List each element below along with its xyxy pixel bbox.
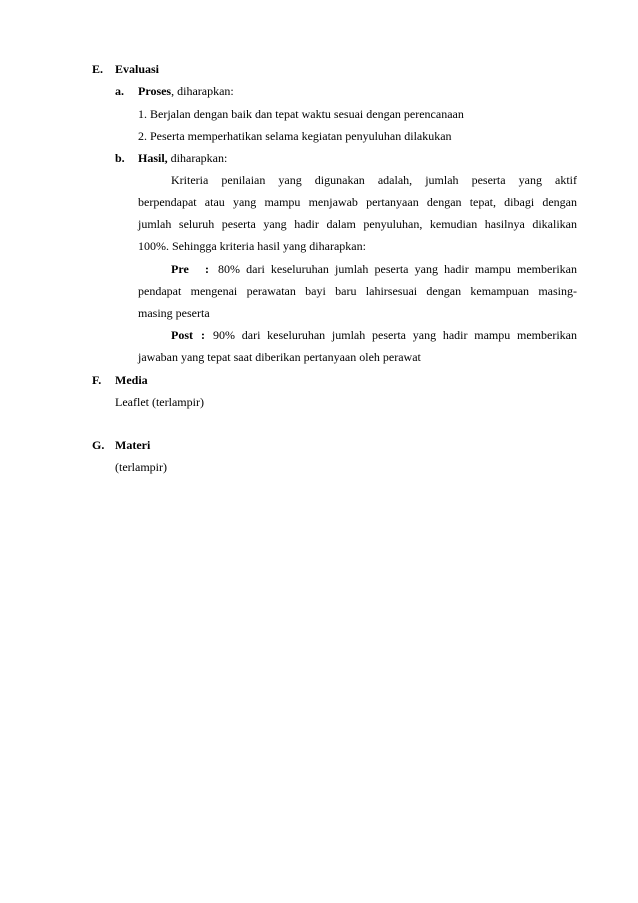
subsection-a-heading — [138, 83, 234, 99]
section-g-letter: G. — [92, 438, 105, 452]
paragraph-line: berpendapat atau yang mampu menjawab pertanyaan dengan tepat, dibagi dengan — [138, 195, 577, 209]
section-f-title: Media — [115, 373, 148, 387]
section-e-title: Evaluasi — [115, 62, 160, 76]
post-line: 90% dari keseluruhan jumlah peserta yang hadir mampu memberikan — [213, 328, 577, 342]
subsection-a-label: a. — [115, 84, 124, 98]
list-item: 1. Berjalan dengan baik dan tepat waktu sesuai dengan perencanaan — [138, 107, 464, 121]
paragraph-line: 100%. Sehingga kriteria hasil yang diharapkan: — [138, 239, 366, 253]
section-e-letter: E. — [92, 62, 104, 76]
paragraph-line: Kriteria penilaian yang digunakan adalah, jumlah peserta yang aktif — [171, 173, 577, 187]
pre-line: pendapat mengenai perawatan bayi baru lahirsesuai dengan kemampuan masing- — [138, 284, 577, 298]
subsection-a-title: Proses — [138, 84, 172, 98]
section-f-letter: F. — [92, 373, 102, 387]
paragraph-line: jumlah seluruh peserta yang hadir dalam penyuluhan, kemudian hasilnya dikalikan — [138, 217, 577, 231]
section-g-text: (terlampir) — [115, 460, 167, 474]
subsection-b-suffix: diharapkan: — [167, 151, 228, 165]
subsection-b-label: b. — [115, 151, 125, 165]
pre-label: Pre — [171, 262, 189, 276]
post-label: Post — [171, 328, 193, 342]
post-line: jawaban yang tepat saat diberikan pertanyaan oleh perawat — [138, 350, 421, 364]
subsection-b-title: Hasil, — [138, 151, 168, 165]
subsection-a-suffix: , diharapkan: — [171, 84, 234, 98]
list-item: 2. Peserta memperhatikan selama kegiatan penyuluhan dilakukan — [138, 129, 452, 143]
subsection-b-heading — [138, 150, 227, 166]
pre-line: 80% dari keseluruhan jumlah peserta yang hadir mampu memberikan — [218, 262, 577, 276]
section-f-text: Leaflet (terlampir) — [115, 395, 204, 409]
post-colon: : — [201, 328, 205, 342]
pre-colon: : — [205, 262, 209, 276]
section-g-title: Materi — [115, 438, 151, 452]
pre-line: masing peserta — [138, 306, 210, 320]
